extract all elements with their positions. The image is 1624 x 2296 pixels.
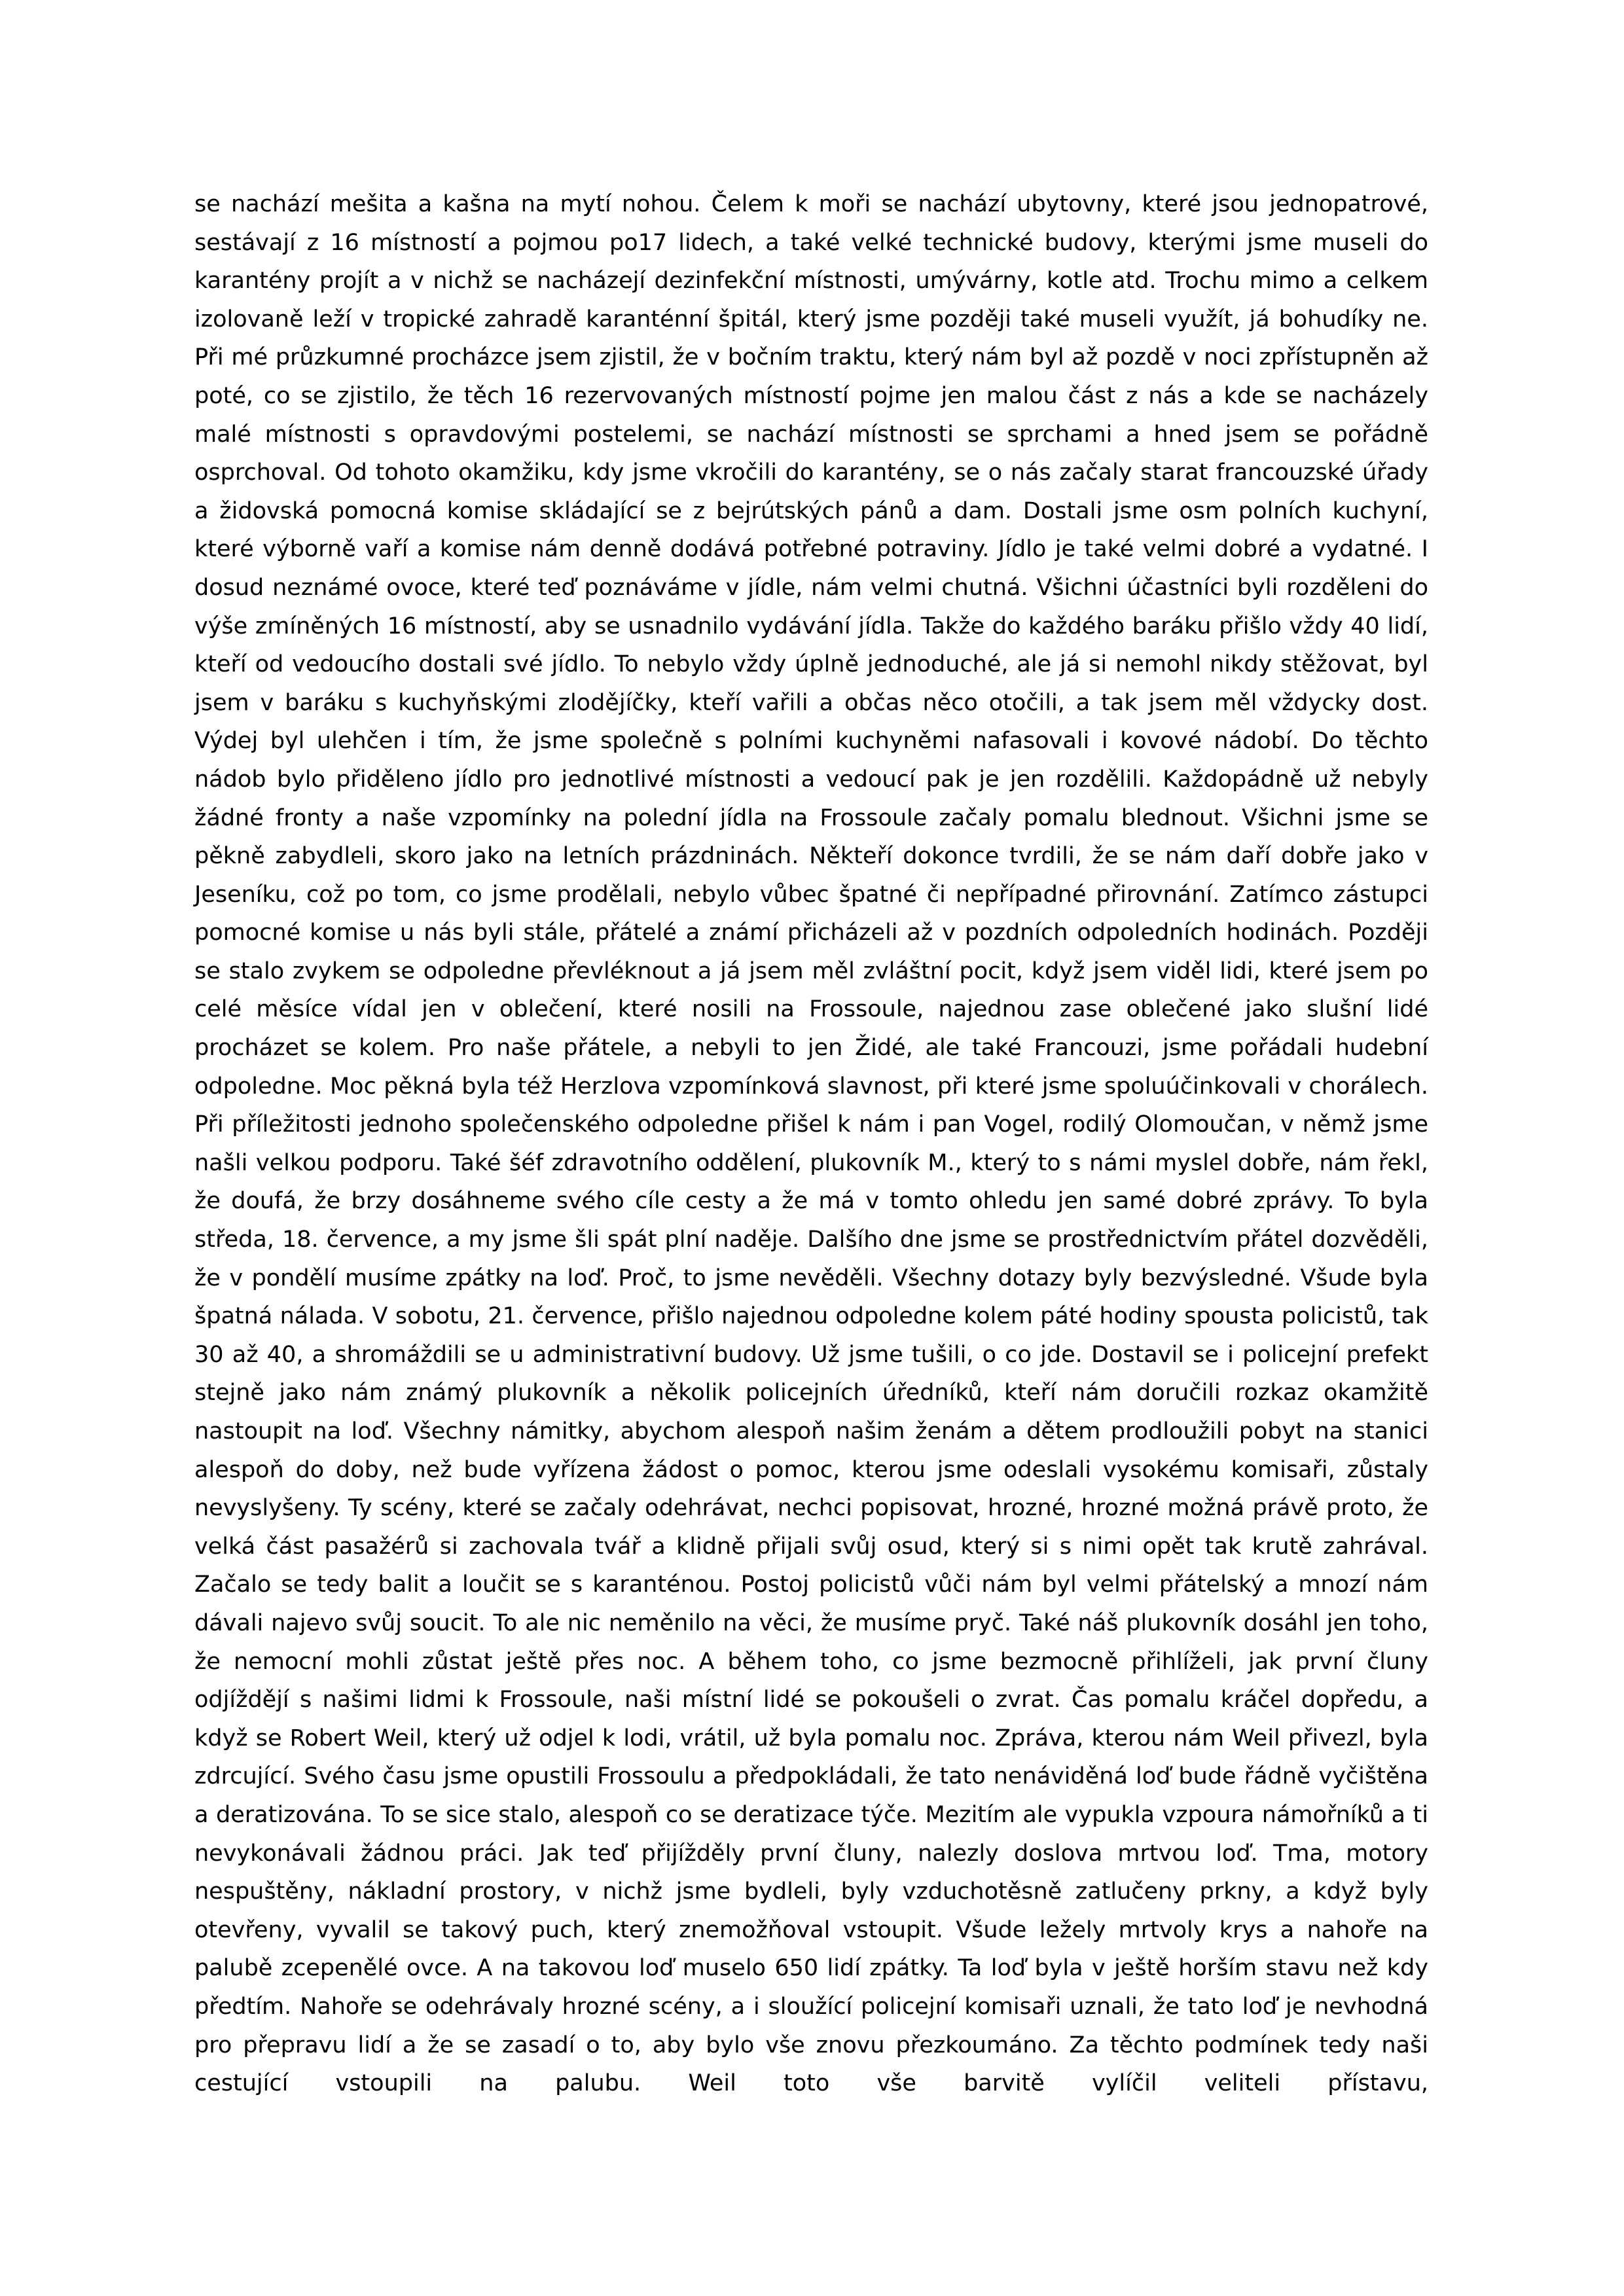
body-paragraph: se nachází mešita a kašna na mytí nohou. Čelem k moři se nachází ubytovny, které jsou jednopatrové, sestávají z 16 místností a pojmou po17 lidech, a také velké technické budovy, kterými jsme museli do karantény projít a v nichž se nacházejí dezinfekční místnosti, umývárny, kotle atd. Trochu mimo a celkem izolovaně leží v tropické zahradě karanténní špitál, který jsme později také museli využít, já bohudíky ne. Při mé průzkumné procházce jsem zjistil, že v bočním traktu, který nám byl až pozdě v noci zpřístupněn až poté, co se zjistilo, že těch 16 rezervovaných místností pojme jen malou část z nás a kde se nacházely malé místnosti s opravdovými postelemi, se nachází místnosti se sprchami a hned jsem se pořádně osprchoval. Od tohoto okamžiku, kdy jsme vkročili do karantény, se o nás začaly starat francouzské úřady a židovská pomocná komise skládající se z bejrútských pánů a dam. Dostali jsme osm polních kuchyní, které výborně vaří a komise nám denně dodává potřebné potraviny. Jídlo je také velmi dobré a vydatné. I dosud neznámé ovoce, které teď poznáváme v jídle, nám velmi chutná. Všichni účastníci byli rozděleni do výše zmíněných 16 místností, aby se usnadnilo vydávání jídla. Takže do každého baráku přišlo vždy 40 lidí, kteří od vedoucího dostali své jídlo. To nebylo vždy úplně jednoduché, ale já si nemohl nikdy stěžovat, byl jsem v baráku s kuchyňskými zlodějíčky, kteří vařili a občas něco otočili, a tak jsem měl vždycky dost. Výdej byl ulehčen i tím, že jsme společně s polními kuchyněmi nafasovali i kovové nádobí. Do těchto nádob bylo přiděleno jídlo pro jednotlivé místnosti a vedoucí pak je jen rozdělili. Každopádně už nebyly žádné fronty a naše vzpomínky na polední jídla na Frossoule začaly pomalu blednout. Všichni jsme se pěkně zabydleli, skoro jako na letních prázdninách. Někteří dokonce tvrdili, že se nám daří dobře jako v Jeseníku, což po tom, co jsme prodělali, nebylo vůbec špatné či nepřípadné přirovnání. Zatímco zástupci pomocné komise u nás byli stále, přátelé a známí přicházeli až v pozdních odpoledních hodinách. Později se stalo zvykem se odpoledne převléknout a já jsem měl zvláštní pocit, když jsem viděl lidi, které jsem po celé měsíce vídal jen v oblečení, které nosili na Frossoule, najednou zase oblečené jako slušní lidé procházet se kolem. Pro naše přátele, a nebyli to jen Židé, ale také Francouzi, jsme pořádali hudební odpoledne. Moc pěkná byla též Herzlova vzpomínková slavnost, při které jsme spoluúčinkovali v chorálech. Při příležitosti jednoho společenského odpoledne přišel k nám i pan Vogel, rodilý Olomoučan, v němž jsme našli velkou podporu. Také šéf zdravotního oddělení, plukovník M., který to s námi myslel dobře, nám řekl, že doufá, že brzy dosáhneme svého cíle cesty a že má v tomto ohledu jen samé dobré zprávy. To byla středa, 18. července, a my jsme šli spát plní naděje. Dalšího dne jsme se prostřednictvím přátel dozvěděli, že v pondělí musíme zpátky na loď. Proč, to jsme nevěděli. Všechny dotazy byly bezvýsledné. Všude byla špatná nálada. V sobotu, 21. července, přišlo najednou odpoledne kolem páté hodiny spousta policistů, tak 30 až 40, a shromáždili se u administrativní budovy. Už jsme tušili, o co jde. Dostavil se i policejní prefekt stejně jako nám známý plukovník a několik policejních úředníků, kteří nám doručili rozkaz okamžitě nastoupit na loď. Všechny námitky, abychom alespoň našim ženám a dětem prodloužili pobyt na stanici alespoň do doby, než bude vyřízena žádost o pomoc, kterou jsme odeslali vysokému komisaři, zůstaly nevyslyšeny. Ty scény, které se začaly odehrávat, nechci popisovat, hrozné, hrozné možná právě proto, že velká část pasažérů si zachovala tvář a klidně přijali svůj osud, který si s nimi opět tak krutě zahrával. Začalo se tedy balit a loučit se s karanténou. Postoj policistů vůči nám byl velmi přátelský a mnozí nám dávali najevo svůj soucit. To ale nic neměnilo na věci, že musíme pryč. Také náš plukovník dosáhl jen toho, že nemocní mohli zůstat ještě přes noc. A během toho, co jsme bezmocně přihlíželi, jak první čluny odjíždějí s našimi lidmi k Frossoule, naši místní lidé se pokoušeli o zvrat. Čas pomalu kráčel dopředu, a když se Robert Weil, který už odjel k lodi, vrátil, už byla pomalu noc. Zpráva, kterou nám Weil přivezl, byla zdrcující. Svého času jsme opustili Frossoulu a předpokládali, že tato nenáviděná loď bude řádně vyčištěna a deratizována. To se sice stalo, alespoň co se deratizace týče. Mezitím ale vypukla vzpoura námořníků a ti nevykonávali žádnou práci. Jak teď přijížděly první čluny, nalezly doslova mrtvou loď. Tma, motory nespuštěny, nákladní prostory, v nichž jsme bydleli, byly vzduchotěsně zatlučeny prkny, a když byly otevřeny, vyvalil se takový puch, který znemožňoval vstoupit. Všude ležely mrtvoly krys a nahoře na palubě zcepenělé ovce. A na takovou loď muselo 650 lidí zpátky. Ta loď byla v ještě horším stavu než kdy předtím. Nahoře se odehrávaly hrozné scény, a i sloužící policejní komisaři uznali, že tato loď je nevhodná pro přepravu lidí a že se zasadí o to, aby bylo vše znovu přezkoumáno. Za těchto podmínek tedy naši cestující vstoupili na palubu. Weil toto vše barvitě vylíčil veliteli přístavu, (194, 191, 1428, 2097)
